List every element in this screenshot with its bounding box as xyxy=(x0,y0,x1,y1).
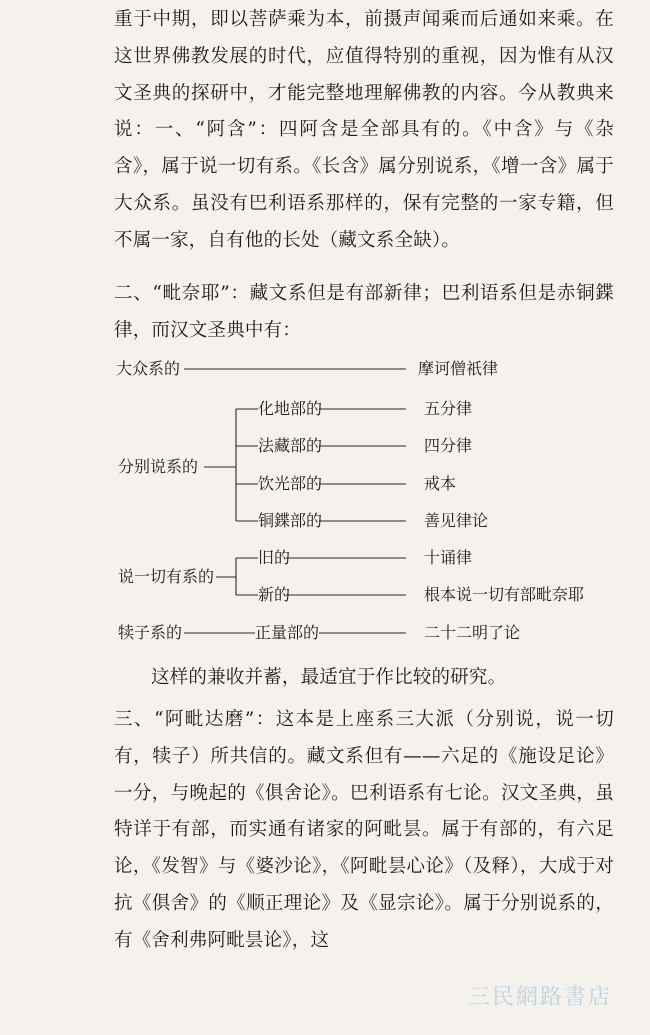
work-pratimoksa: 戒本 xyxy=(424,474,457,493)
paragraph-vinaya: 二、“毗奈耶”：藏文系但是有部新律；巴利语系但是赤铜鍱律，而汉文圣典中有： xyxy=(114,283,614,341)
work-twenty-two-clarifications: 二十二明了论 xyxy=(424,623,521,642)
work-four-part-vinaya: 四分律 xyxy=(424,436,473,455)
branch-new: 新的 xyxy=(258,585,291,604)
paragraph-comparison: 这样的兼收并蓄，最适宜于作比较的研究。 xyxy=(151,667,507,688)
sect-tamrasatiya: 铜鍱部的 xyxy=(258,511,323,530)
work-mahasanghika-vinaya: 摩诃僧祇律 xyxy=(418,359,499,378)
sect-mahisasaka: 化地部的 xyxy=(258,399,323,418)
paragraph-agama: 重于中期，即以菩萨乘为本，前摄声闻乘而后通如来乘。在这世界佛教发展的时代，应值得特别的重视，因为惟有从汉文圣典的探研中，才能完整地理解佛教的内容。今从教典来说：一、“阿含”：四阿含是全部具有的。《中含》与《杂含》，属于说一切有系。《长含》属分别说系，《增一含》属于大众系。虽没有巴利语系那样的，保有完整的一家专籍，但不属一家，自有他的长处（藏文系全缺）。 xyxy=(114,9,614,251)
work-samantapasadika: 善见律论 xyxy=(424,511,489,530)
sect-kasyapiya: 饮光部的 xyxy=(258,474,323,493)
school-sarvastivada: 说一切有系的 xyxy=(118,567,215,586)
sect-dharmaguptaka: 法藏部的 xyxy=(258,436,323,455)
work-five-part-vinaya: 五分律 xyxy=(424,399,473,418)
school-vatsiputriya: 犊子系的 xyxy=(118,623,183,642)
sect-sammatiya: 正量部的 xyxy=(255,623,320,642)
branch-old: 旧的 xyxy=(258,548,291,567)
work-mulasarvastivada-vinaya: 根本说一切有部毗奈耶 xyxy=(424,585,585,604)
work-ten-recitation-vinaya: 十诵律 xyxy=(424,548,473,567)
paragraph-abhidharma: 三、“阿毗达磨”：这本是上座系三大派（分别说，说一切有，犊子）所共信的。藏文系但有——六足的《施设足论》一分，与晚起的《俱舍论》。巴利语系有七论。汉文圣典，虽特详于有部，而实通有诸家的阿毗昙。属于有部的，有六足论，《发智》与《婆沙论》，《阿毗昙心论》（及释），大成于对抗《俱舍》的《顺正理论》及《显宗论》。属于分别说系的，有《舍利弗阿毗昙论》，这 xyxy=(114,709,614,951)
school-vibhajyavada: 分别说系的 xyxy=(118,457,199,476)
bookstore-watermark: 三民網路書店 xyxy=(468,985,613,1010)
school-mahasanghika: 大众系的 xyxy=(116,359,181,378)
